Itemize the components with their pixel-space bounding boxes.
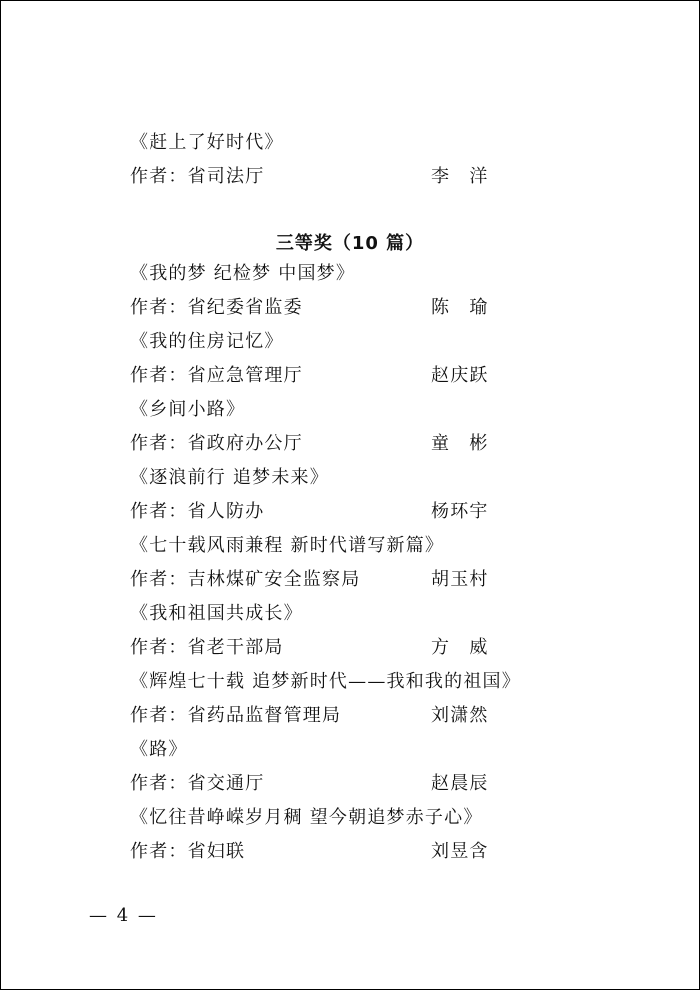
entry-author-name: 李 洋 [431, 166, 489, 187]
entry-author-name: 赵庆跃 [431, 365, 489, 386]
entry-author-name: 赵晨辰 [431, 773, 489, 794]
entry-author-unit: 作者：省交通厅 [130, 773, 265, 794]
entry-author-unit: 作者：省老干部局 [130, 637, 284, 658]
entry-title: 《七十载风雨兼程 新时代谱写新篇》 [130, 535, 445, 556]
entry-title: 《逐浪前行 追梦未来》 [130, 467, 329, 488]
entry-author-name: 胡玉村 [431, 569, 489, 590]
entry-title: 《我的梦 纪检梦 中国梦》 [130, 263, 356, 284]
entry-title: 《路》 [130, 739, 188, 760]
entry-author-name: 刘昱含 [431, 841, 489, 862]
section-heading: 三等奖（10 篇） [275, 233, 425, 254]
entry-title: 《我的住房记忆》 [130, 331, 284, 352]
entry-author-unit: 作者：省人防办 [130, 501, 265, 522]
entry-title: 《忆往昔峥嵘岁月稠 望今朝追梦赤子心》 [130, 807, 483, 828]
entry-author-name: 方 威 [431, 637, 489, 658]
page-number: — 4 — [89, 905, 158, 926]
entry-author-unit: 作者：省政府办公厅 [130, 433, 303, 454]
entry-author-name: 刘潇然 [431, 705, 489, 726]
entry-author-name: 陈 瑜 [431, 297, 489, 318]
entry-author-unit: 作者：省纪委省监委 [130, 297, 303, 318]
entry-author-unit: 作者：省药品监督管理局 [130, 705, 342, 726]
entry-author-unit: 作者：吉林煤矿安全监察局 [130, 569, 361, 590]
entry-title: 《辉煌七十载 追梦新时代——我和我的祖国》 [130, 671, 521, 692]
entry-title: 《我和祖国共成长》 [130, 603, 303, 624]
entry-author-unit: 作者：省妇联 [130, 841, 246, 862]
entry-author-unit: 作者：省司法厅 [130, 166, 265, 187]
entry-title: 《赶上了好时代》 [130, 132, 284, 153]
entry-title: 《乡间小路》 [130, 399, 246, 420]
entry-author-name: 杨环宇 [431, 501, 489, 522]
entry-author-name: 童 彬 [431, 433, 489, 454]
entry-author-unit: 作者：省应急管理厅 [130, 365, 303, 386]
